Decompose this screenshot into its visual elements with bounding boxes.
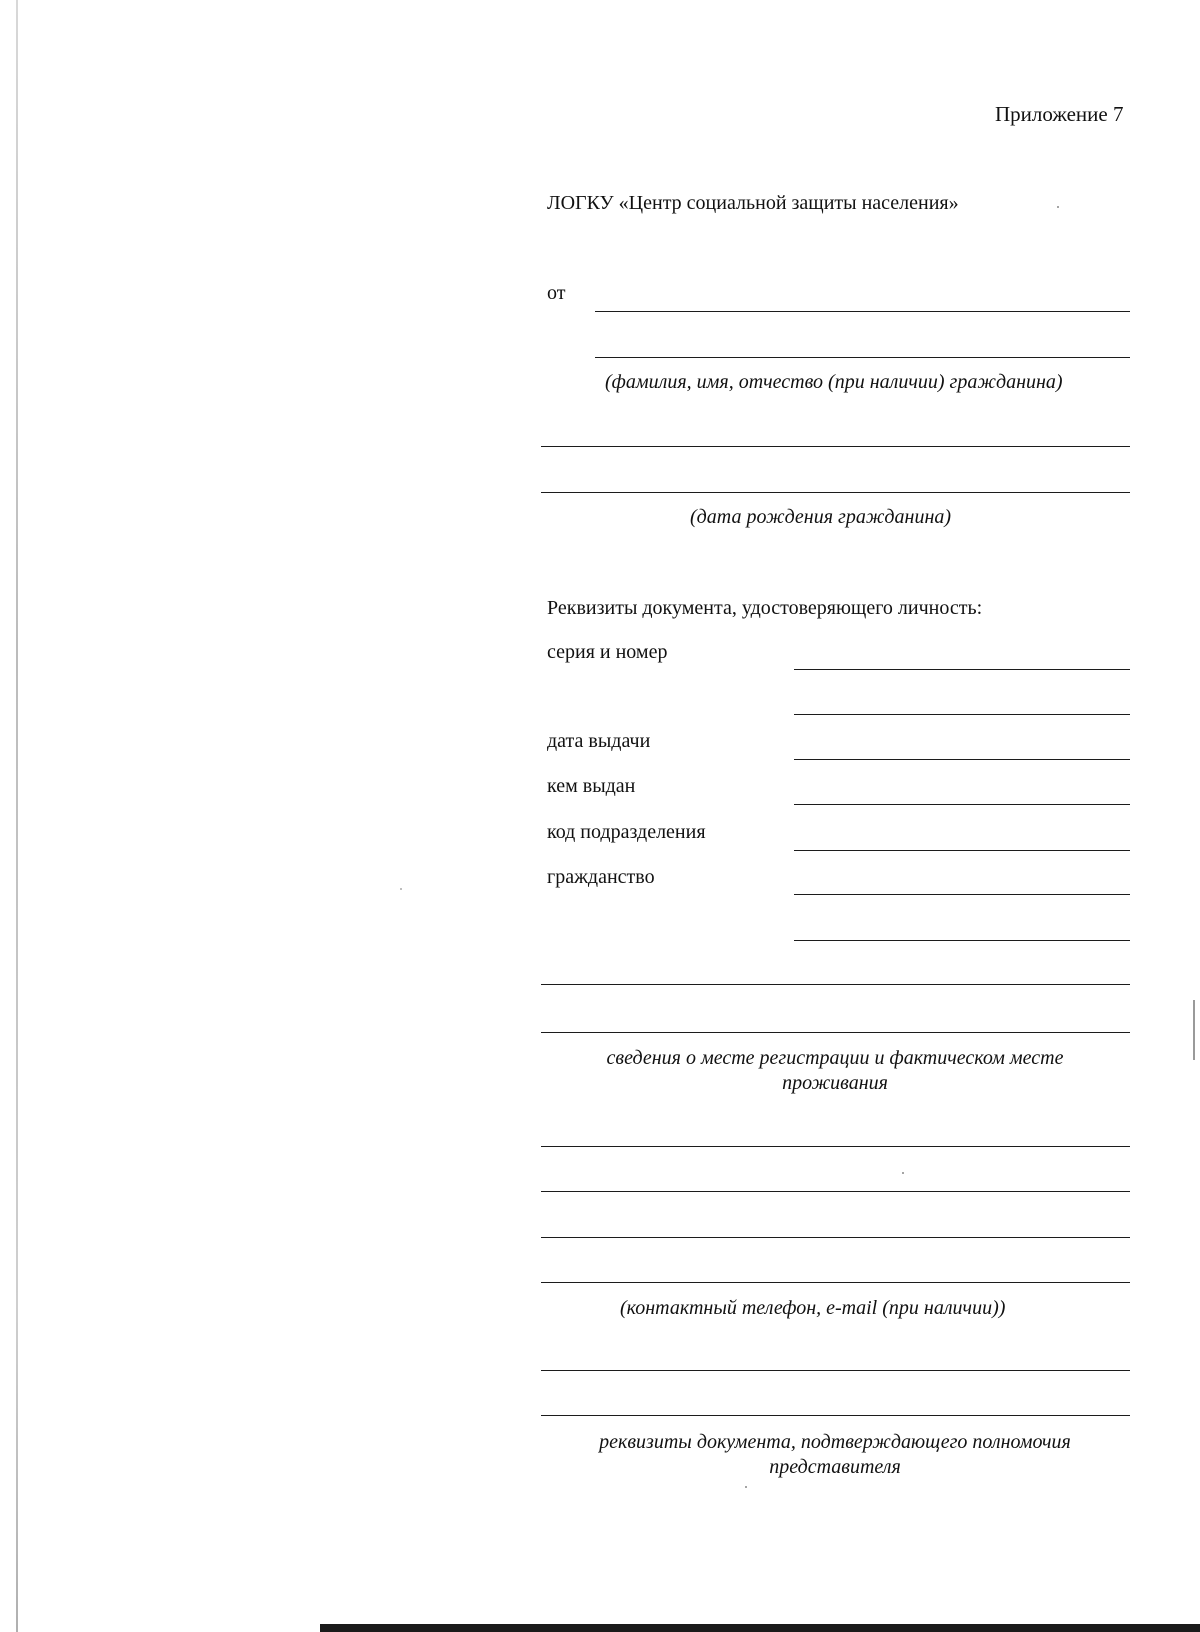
field-label-citizenship: гражданство — [547, 866, 655, 888]
birthdate-line-2[interactable] — [541, 492, 1130, 493]
citizenship-line-1[interactable] — [794, 894, 1130, 895]
birthdate-caption: (дата рождения гражданина) — [690, 506, 952, 528]
representative-caption: реквизиты документа, подтверждающего полномочия представителя — [599, 1431, 1071, 1478]
appendix-number: Приложение 7 — [995, 102, 1124, 126]
issue-date-line[interactable] — [794, 759, 1130, 760]
field-label-department-code: код подразделения — [547, 821, 706, 843]
contacts-line-4[interactable] — [541, 1282, 1130, 1283]
citizenship-line-2[interactable] — [794, 940, 1130, 941]
scan-speck — [400, 888, 402, 890]
residence-line-2[interactable] — [541, 1032, 1130, 1033]
from-label: от — [547, 282, 566, 304]
field-label-issued-by: кем выдан — [547, 775, 636, 797]
residence-caption: сведения о месте регистрации и фактическом месте проживания — [606, 1047, 1064, 1094]
field-label-series-number: серия и номер — [547, 641, 668, 663]
department-code-line[interactable] — [794, 850, 1130, 851]
scan-speck — [1057, 206, 1059, 208]
contacts-line-2[interactable] — [541, 1191, 1130, 1192]
birthdate-line-1[interactable] — [541, 446, 1130, 447]
name-line-2[interactable] — [595, 357, 1130, 358]
identity-document-heading: Реквизиты документа, удостоверяющего личность: — [547, 597, 983, 619]
recipient-organization: ЛОГКУ «Центр социальной защиты населения» — [547, 192, 959, 214]
contacts-caption: (контактный телефон, e-mail (при наличии)) — [620, 1297, 1006, 1319]
representative-line-2[interactable] — [541, 1415, 1130, 1416]
series-number-line-2[interactable] — [794, 714, 1130, 715]
representative-line-1[interactable] — [541, 1370, 1130, 1371]
contacts-line-3[interactable] — [541, 1237, 1130, 1238]
scan-edge-bottom — [320, 1624, 1200, 1632]
name-line-1[interactable] — [595, 311, 1130, 312]
scan-edge-right — [1193, 1000, 1195, 1060]
series-number-line-1[interactable] — [794, 669, 1130, 670]
issued-by-line[interactable] — [794, 804, 1130, 805]
scan-speck — [902, 1172, 904, 1174]
name-caption: (фамилия, имя, отчество (при наличии) гражданина) — [605, 371, 1063, 393]
residence-line-1[interactable] — [541, 984, 1130, 985]
scan-speck — [745, 1486, 747, 1488]
field-label-issue-date: дата выдачи — [547, 730, 651, 752]
scan-edge-left — [16, 0, 18, 1632]
contacts-line-1[interactable] — [541, 1146, 1130, 1147]
